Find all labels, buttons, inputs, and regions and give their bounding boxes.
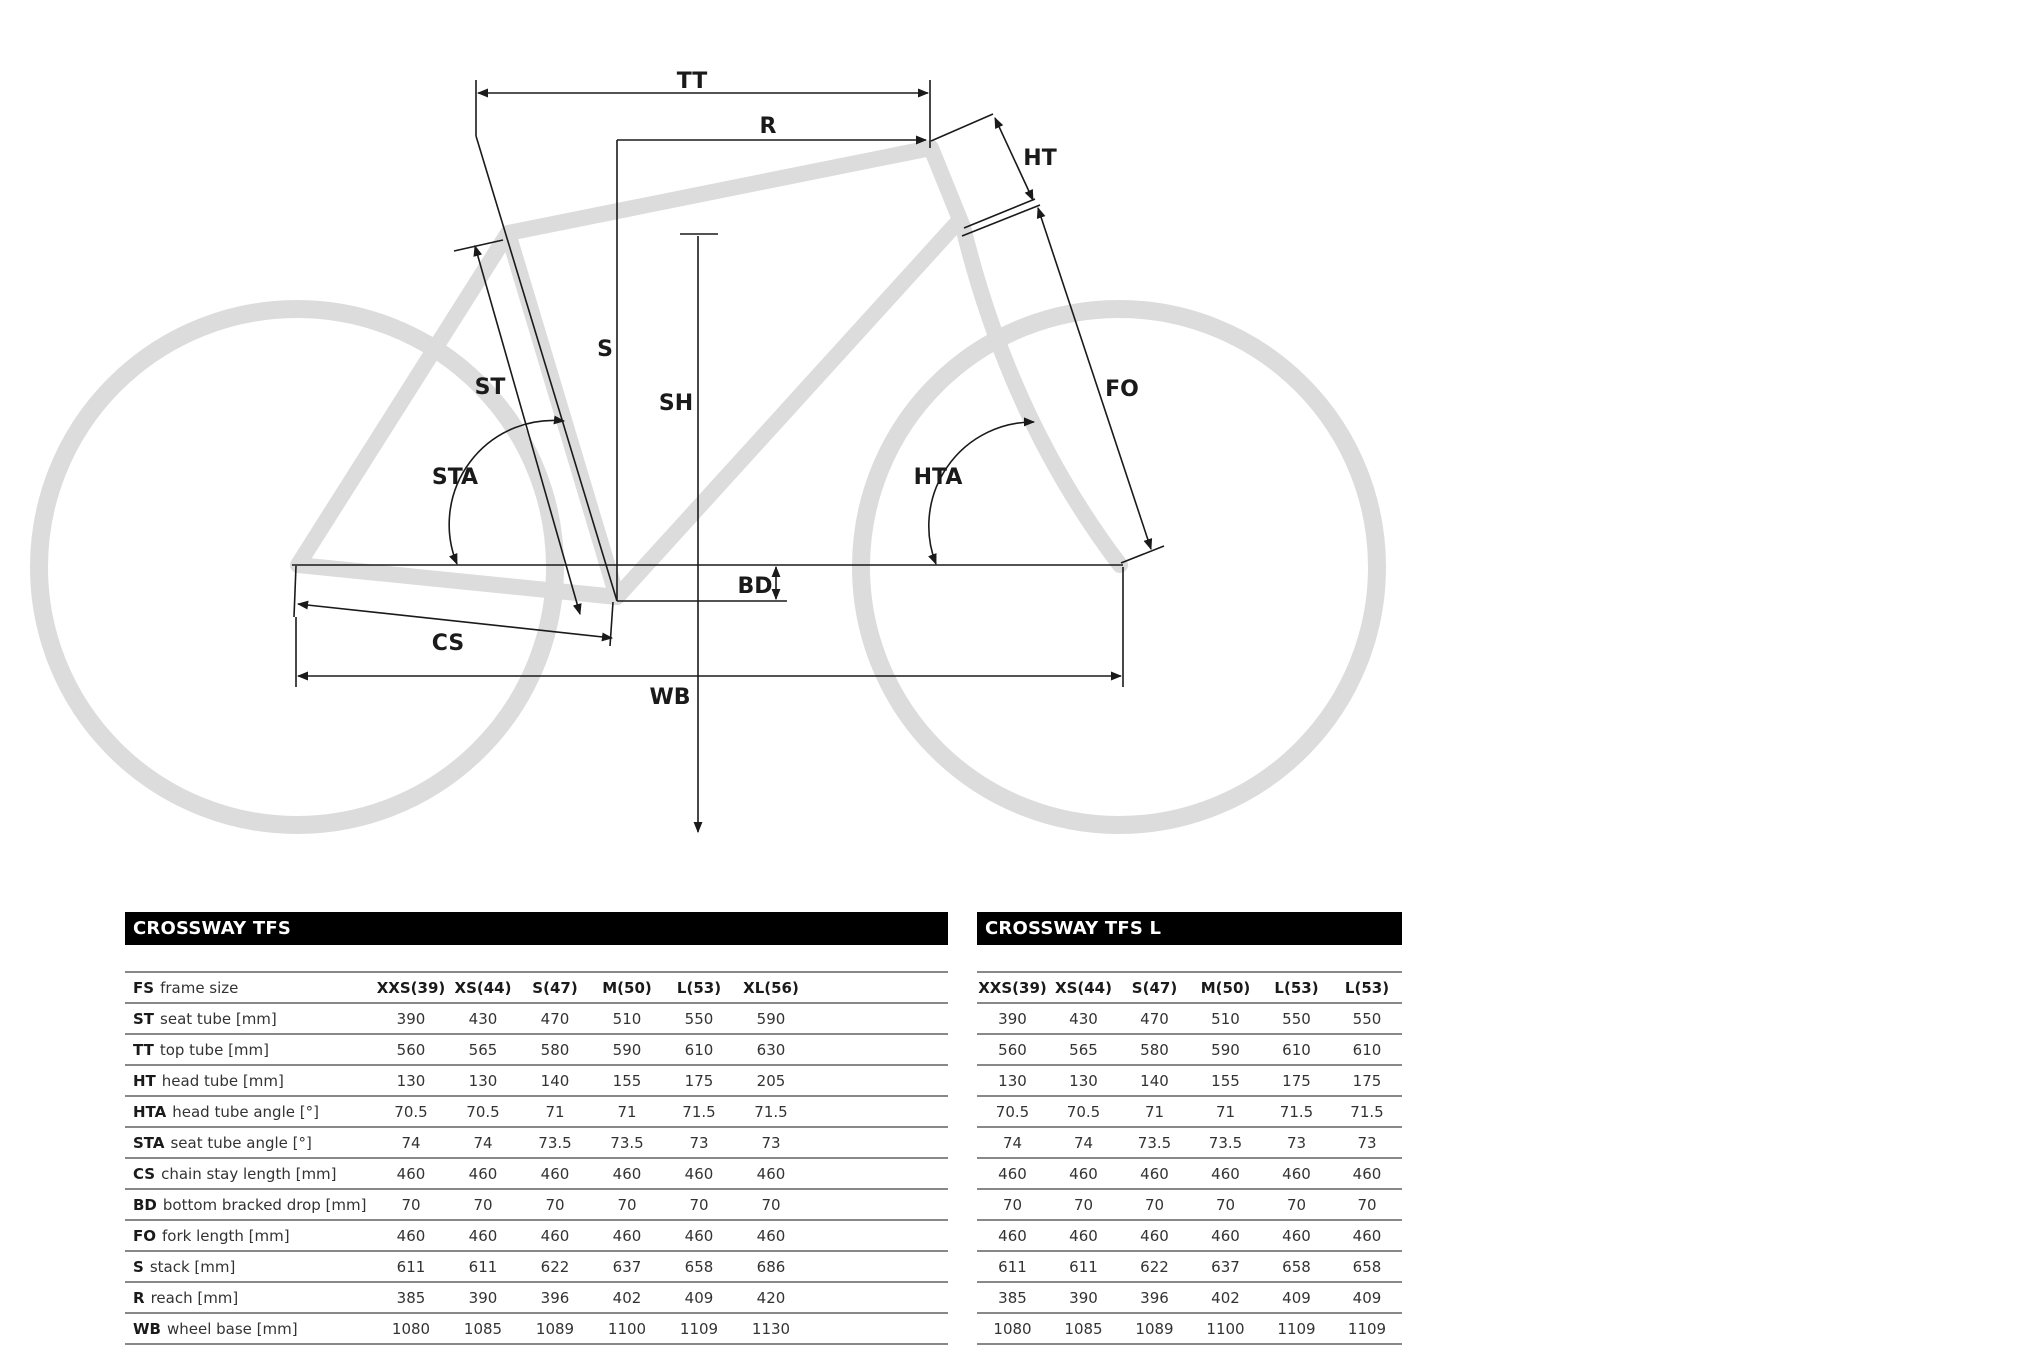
- table-cell: 70: [1119, 1189, 1190, 1220]
- label-wb: WB: [649, 685, 691, 710]
- table-cell: 460: [977, 1220, 1048, 1251]
- table-row: [977, 1189, 1402, 1220]
- row-label: TT top tube [mm]: [125, 1034, 375, 1065]
- table-header-row: [125, 972, 948, 1003]
- table-cell: 175: [1261, 1065, 1332, 1096]
- table-cell: 610: [663, 1034, 735, 1065]
- table-cell: 460: [1261, 1220, 1332, 1251]
- table-row: [977, 1127, 1402, 1158]
- size-header: S(47): [1119, 972, 1190, 1003]
- table-cell: 1085: [1048, 1313, 1119, 1344]
- table-cell: 74: [977, 1127, 1048, 1158]
- table-cell: 71.5: [663, 1096, 735, 1127]
- table-header-row: [977, 972, 1402, 1003]
- table-cell: 396: [1119, 1282, 1190, 1313]
- table-cell: 1100: [591, 1313, 663, 1344]
- table-cell: 155: [1190, 1065, 1261, 1096]
- header-label: FS frame size: [125, 972, 375, 1003]
- table-cell: 611: [1048, 1251, 1119, 1282]
- table-cell: 470: [519, 1003, 591, 1034]
- row-label: STA seat tube angle [°]: [125, 1127, 375, 1158]
- table-cell: 155: [591, 1065, 663, 1096]
- table-cell: 205: [735, 1065, 807, 1096]
- size-header: L(53): [1332, 972, 1402, 1003]
- table-cell: 420: [735, 1282, 807, 1313]
- row-label: CS chain stay length [mm]: [125, 1158, 375, 1189]
- table-cell: 175: [663, 1065, 735, 1096]
- table-cell: 637: [1190, 1251, 1261, 1282]
- table-cell: 175: [1332, 1065, 1402, 1096]
- table-cell: 70: [1332, 1189, 1402, 1220]
- table-cell: 610: [1332, 1034, 1402, 1065]
- row-label: BD bottom bracked drop [mm]: [125, 1189, 375, 1220]
- table-cell: 409: [1332, 1282, 1402, 1313]
- table-cell: 658: [663, 1251, 735, 1282]
- table-cell: 1130: [735, 1313, 807, 1344]
- table-cell: 70: [447, 1189, 519, 1220]
- label-s: S: [597, 337, 613, 362]
- table-row: [977, 1313, 1402, 1344]
- table-cell: 73.5: [519, 1127, 591, 1158]
- table-cell: 510: [1190, 1003, 1261, 1034]
- table-cell: 1089: [519, 1313, 591, 1344]
- label-sh: SH: [658, 391, 694, 416]
- table-cell: 71: [1190, 1096, 1261, 1127]
- table-cell: 74: [375, 1127, 447, 1158]
- table-cell: 460: [735, 1220, 807, 1251]
- table-cell: 1100: [1190, 1313, 1261, 1344]
- table-cell: 590: [591, 1034, 663, 1065]
- label-hta: HTA: [913, 465, 963, 490]
- table-cell: 385: [375, 1282, 447, 1313]
- table-cell: 1089: [1119, 1313, 1190, 1344]
- table-cell: 460: [375, 1158, 447, 1189]
- table-cell: 1109: [1261, 1313, 1332, 1344]
- table-cell: 71.5: [1261, 1096, 1332, 1127]
- table-cell: 130: [1048, 1065, 1119, 1096]
- table-cell: 658: [1261, 1251, 1332, 1282]
- table-cell: 430: [447, 1003, 519, 1034]
- table-row: [125, 1065, 948, 1096]
- table-cell: 1109: [1332, 1313, 1402, 1344]
- row-label: R reach [mm]: [125, 1282, 375, 1313]
- row-label: S stack [mm]: [125, 1251, 375, 1282]
- table-cell: 390: [1048, 1282, 1119, 1313]
- table-cell: 590: [735, 1003, 807, 1034]
- table-cell: 580: [1119, 1034, 1190, 1065]
- row-label: WB wheel base [mm]: [125, 1313, 375, 1344]
- table-cell: 550: [1332, 1003, 1402, 1034]
- table-cell: 460: [1119, 1220, 1190, 1251]
- table-cell: 1080: [375, 1313, 447, 1344]
- size-header: L(53): [1261, 972, 1332, 1003]
- table-cell: 73.5: [591, 1127, 663, 1158]
- row-label: FO fork length [mm]: [125, 1220, 375, 1251]
- table-cell: 611: [447, 1251, 519, 1282]
- table-row: [125, 1034, 948, 1065]
- table-cell: 402: [1190, 1282, 1261, 1313]
- table-cell: 590: [1190, 1034, 1261, 1065]
- table-cell: 71: [519, 1096, 591, 1127]
- table-cell: 73: [735, 1127, 807, 1158]
- table-row: [977, 1003, 1402, 1034]
- table-cell: 130: [977, 1065, 1048, 1096]
- table-cell: 460: [1261, 1158, 1332, 1189]
- size-header: L(53): [663, 972, 735, 1003]
- size-header: XL(56): [735, 972, 807, 1003]
- table-cell: 73.5: [1190, 1127, 1261, 1158]
- size-header: XXS(39): [375, 972, 447, 1003]
- table-cell: 73: [1332, 1127, 1402, 1158]
- table-cell: 580: [519, 1034, 591, 1065]
- table-cell: 385: [977, 1282, 1048, 1313]
- table-cell: 74: [447, 1127, 519, 1158]
- table-cell: 140: [519, 1065, 591, 1096]
- table-cell: 460: [1332, 1220, 1402, 1251]
- row-label: ST seat tube [mm]: [125, 1003, 375, 1034]
- table-cell: 470: [1119, 1003, 1190, 1034]
- table-cell: 460: [447, 1220, 519, 1251]
- table-cell: 73: [663, 1127, 735, 1158]
- size-header: XS(44): [1048, 972, 1119, 1003]
- table-cell: 1085: [447, 1313, 519, 1344]
- label-st: ST: [474, 375, 506, 400]
- table-cell: 130: [447, 1065, 519, 1096]
- table-cell: 460: [1048, 1158, 1119, 1189]
- size-header: M(50): [1190, 972, 1261, 1003]
- table-cell: 70: [735, 1189, 807, 1220]
- table-cell: 560: [375, 1034, 447, 1065]
- table-cell: 70.5: [447, 1096, 519, 1127]
- table-cell: 70: [1261, 1189, 1332, 1220]
- table-cell: 70: [375, 1189, 447, 1220]
- table-cell: 390: [447, 1282, 519, 1313]
- geometry-table-crossway-tfs: [125, 912, 948, 1345]
- table-cell: 460: [663, 1158, 735, 1189]
- table-cell: 686: [735, 1251, 807, 1282]
- table-cell: 430: [1048, 1003, 1119, 1034]
- table-cell: 611: [977, 1251, 1048, 1282]
- table-cell: 460: [1190, 1220, 1261, 1251]
- table-row: [125, 1189, 948, 1220]
- table-cell: 71: [1119, 1096, 1190, 1127]
- label-r: R: [759, 114, 777, 139]
- table-cell: 611: [375, 1251, 447, 1282]
- table-row: [977, 1034, 1402, 1065]
- table-cell: 390: [375, 1003, 447, 1034]
- table-cell: 70.5: [977, 1096, 1048, 1127]
- row-label: HT head tube [mm]: [125, 1065, 375, 1096]
- table-cell: 140: [1119, 1065, 1190, 1096]
- table-cell: 565: [1048, 1034, 1119, 1065]
- table-row: [977, 1158, 1402, 1189]
- table-cell: 70.5: [1048, 1096, 1119, 1127]
- table-cell: 70: [519, 1189, 591, 1220]
- table-cell: 71: [591, 1096, 663, 1127]
- table-cell: 70.5: [375, 1096, 447, 1127]
- label-bd: BD: [737, 574, 773, 599]
- table-cell: 460: [1332, 1158, 1402, 1189]
- table-cell: 74: [1048, 1127, 1119, 1158]
- table-cell: 460: [1190, 1158, 1261, 1189]
- table-row: [977, 1065, 1402, 1096]
- table-row: [125, 1127, 948, 1158]
- table-cell: 637: [591, 1251, 663, 1282]
- table-cell: 460: [1048, 1220, 1119, 1251]
- table-cell: 70: [1190, 1189, 1261, 1220]
- table-row: [125, 1220, 948, 1251]
- table-cell: 70: [591, 1189, 663, 1220]
- table-cell: 71.5: [1332, 1096, 1402, 1127]
- table-row: [125, 1251, 948, 1282]
- table-cell: 73.5: [1119, 1127, 1190, 1158]
- table-cell: 630: [735, 1034, 807, 1065]
- size-header: S(47): [519, 972, 591, 1003]
- table-cell: 396: [519, 1282, 591, 1313]
- table-cell: 460: [591, 1220, 663, 1251]
- label-cs: CS: [431, 631, 465, 656]
- table-cell: 70: [1048, 1189, 1119, 1220]
- size-header: XXS(39): [977, 972, 1048, 1003]
- table-cell: 73: [1261, 1127, 1332, 1158]
- table-row: [125, 1158, 948, 1189]
- table-row: [977, 1282, 1402, 1313]
- bike-geometry-diagram: [0, 0, 1420, 860]
- table-cell: 610: [1261, 1034, 1332, 1065]
- table-cell: 460: [977, 1158, 1048, 1189]
- table-cell: 1080: [977, 1313, 1048, 1344]
- table-cell: 510: [591, 1003, 663, 1034]
- table-cell: 390: [977, 1003, 1048, 1034]
- label-ht: HT: [1023, 146, 1057, 171]
- table-row: [125, 1096, 948, 1127]
- label-tt: TT: [676, 69, 708, 94]
- table-cell: 70: [977, 1189, 1048, 1220]
- table-cell: 409: [1261, 1282, 1332, 1313]
- row-label: HTA head tube angle [°]: [125, 1096, 375, 1127]
- table-row: [125, 1282, 948, 1313]
- table-cell: 460: [519, 1158, 591, 1189]
- table-cell: 460: [663, 1220, 735, 1251]
- table-cell: 658: [1332, 1251, 1402, 1282]
- table-cell: 1109: [663, 1313, 735, 1344]
- table-cell: 460: [1119, 1158, 1190, 1189]
- table-cell: 460: [375, 1220, 447, 1251]
- table-cell: 622: [1119, 1251, 1190, 1282]
- table-row: [977, 1220, 1402, 1251]
- table-cell: 460: [591, 1158, 663, 1189]
- table-row: [125, 1313, 948, 1344]
- table-cell: 130: [375, 1065, 447, 1096]
- table-row: [977, 1251, 1402, 1282]
- table-cell: 460: [447, 1158, 519, 1189]
- table-title: CROSSWAY TFS L: [977, 912, 1402, 945]
- table-row: [125, 1003, 948, 1034]
- table-title: CROSSWAY TFS: [125, 912, 948, 945]
- table-cell: 460: [735, 1158, 807, 1189]
- table-cell: 70: [663, 1189, 735, 1220]
- table-cell: 409: [663, 1282, 735, 1313]
- label-sta: STA: [431, 465, 479, 490]
- table-cell: 402: [591, 1282, 663, 1313]
- table-cell: 460: [519, 1220, 591, 1251]
- label-fo: FO: [1105, 377, 1139, 402]
- table-cell: 560: [977, 1034, 1048, 1065]
- table-cell: 565: [447, 1034, 519, 1065]
- size-header: XS(44): [447, 972, 519, 1003]
- table-cell: 550: [1261, 1003, 1332, 1034]
- table-row: [977, 1096, 1402, 1127]
- size-header: M(50): [591, 972, 663, 1003]
- table-cell: 622: [519, 1251, 591, 1282]
- geometry-table-crossway-tfs-l: [977, 912, 1402, 1345]
- table-cell: 71.5: [735, 1096, 807, 1127]
- table-cell: 550: [663, 1003, 735, 1034]
